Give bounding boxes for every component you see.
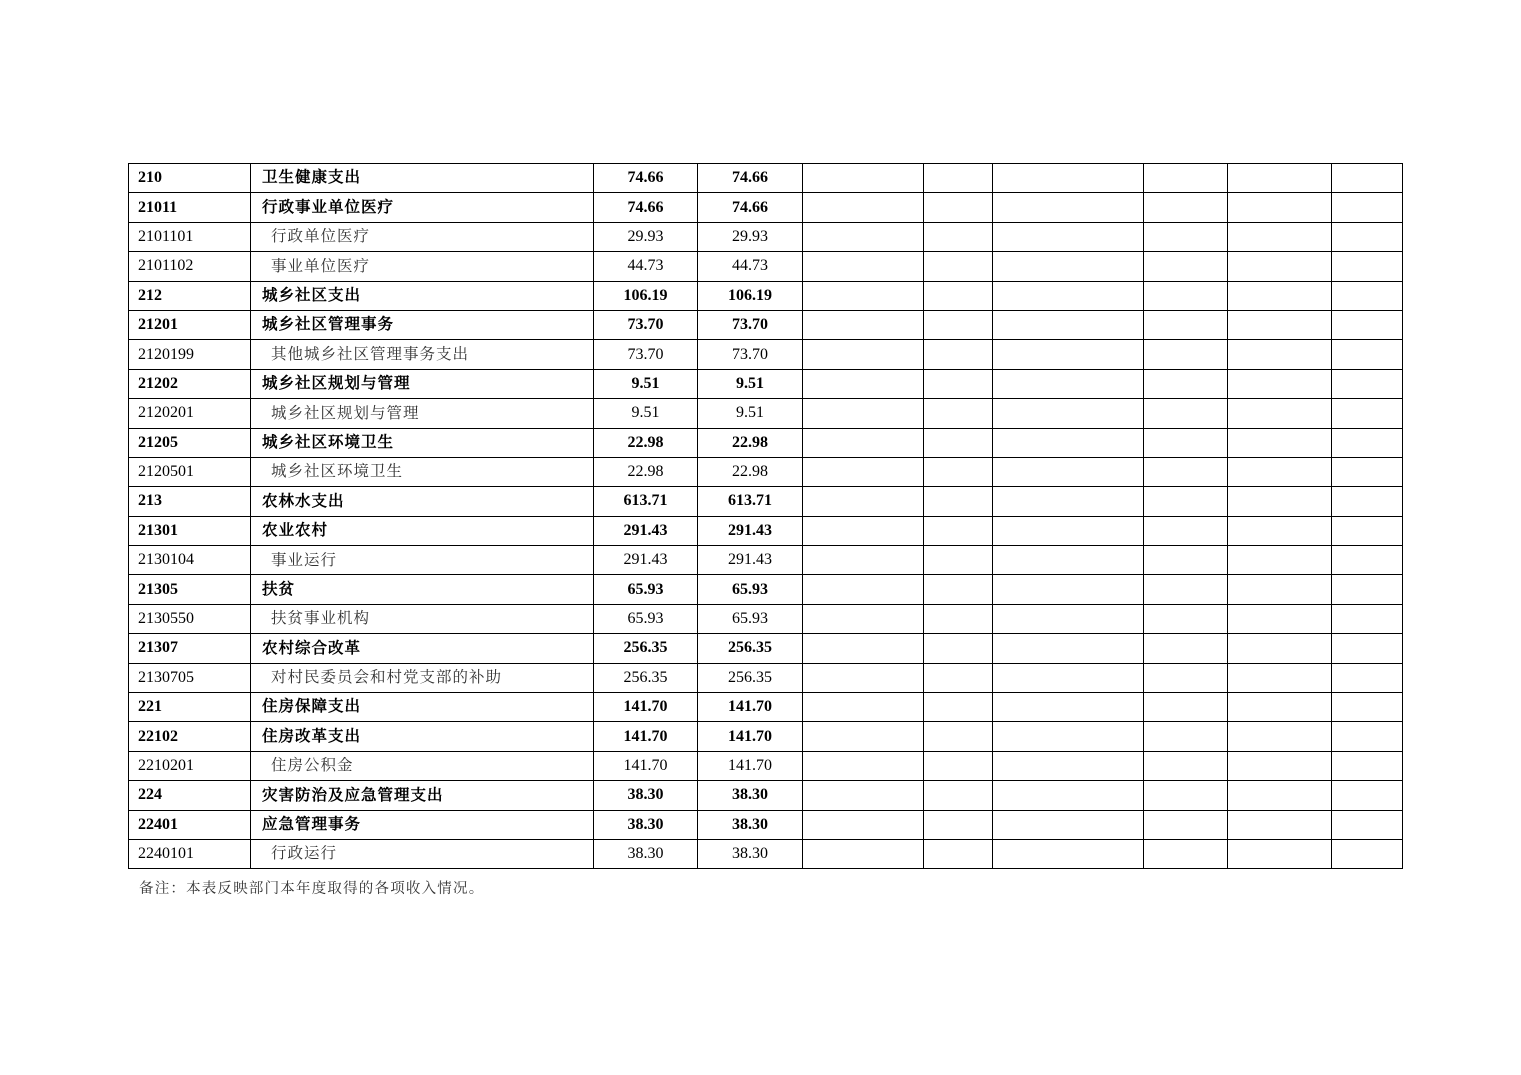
basic-amount-cell: 44.73 <box>698 252 803 281</box>
total-amount-cell: 73.70 <box>594 310 698 339</box>
empty-cell <box>993 604 1144 633</box>
empty-cell <box>924 546 993 575</box>
basic-amount-cell: 141.70 <box>698 693 803 722</box>
total-amount-cell: 141.70 <box>594 693 698 722</box>
empty-cell <box>993 634 1144 663</box>
subject-name-cell: 农业农村 <box>251 516 594 545</box>
table-row <box>129 839 1403 868</box>
empty-cell <box>803 546 924 575</box>
table-row <box>129 516 1403 545</box>
empty-cell <box>993 457 1144 486</box>
subject-code-cell: 22102 <box>129 722 251 751</box>
basic-amount-cell: 73.70 <box>698 310 803 339</box>
total-amount-cell: 106.19 <box>594 281 698 310</box>
subject-name-cell: 事业运行 <box>251 546 594 575</box>
empty-cell <box>993 281 1144 310</box>
subject-code-cell: 212 <box>129 281 251 310</box>
empty-cell <box>803 487 924 516</box>
empty-cell <box>1144 252 1228 281</box>
empty-cell <box>803 457 924 486</box>
basic-amount-cell: 38.30 <box>698 810 803 839</box>
empty-cell <box>993 839 1144 868</box>
empty-cell <box>1144 781 1228 810</box>
empty-cell <box>1332 252 1403 281</box>
total-amount-cell: 73.70 <box>594 340 698 369</box>
budget-table <box>128 163 1403 869</box>
table-row <box>129 310 1403 339</box>
empty-cell <box>803 810 924 839</box>
empty-cell <box>803 399 924 428</box>
subject-code-cell: 22401 <box>129 810 251 839</box>
subject-code-cell: 2120199 <box>129 340 251 369</box>
empty-cell <box>803 604 924 633</box>
empty-cell <box>1332 457 1403 486</box>
empty-cell <box>924 340 993 369</box>
table-row <box>129 164 1403 193</box>
empty-cell <box>1332 693 1403 722</box>
total-amount-cell: 38.30 <box>594 839 698 868</box>
empty-cell <box>1332 399 1403 428</box>
subject-name-cell: 扶贫 <box>251 575 594 604</box>
table-row <box>129 457 1403 486</box>
empty-cell <box>1144 164 1228 193</box>
table-row <box>129 369 1403 398</box>
subject-name-cell: 农村综合改革 <box>251 634 594 663</box>
empty-cell <box>1332 663 1403 692</box>
empty-cell <box>993 663 1144 692</box>
subject-name-cell: 住房保障支出 <box>251 693 594 722</box>
subject-name-cell: 行政运行 <box>251 839 594 868</box>
table-row <box>129 399 1403 428</box>
empty-cell <box>924 722 993 751</box>
table-row <box>129 281 1403 310</box>
empty-cell <box>1332 340 1403 369</box>
empty-cell <box>924 604 993 633</box>
empty-cell <box>803 252 924 281</box>
empty-cell <box>924 810 993 839</box>
empty-cell <box>1228 340 1332 369</box>
empty-cell <box>1144 722 1228 751</box>
basic-amount-cell: 106.19 <box>698 281 803 310</box>
table-row <box>129 222 1403 251</box>
table-row <box>129 634 1403 663</box>
table-row <box>129 428 1403 457</box>
empty-cell <box>1228 428 1332 457</box>
empty-cell <box>993 722 1144 751</box>
table-row <box>129 575 1403 604</box>
empty-cell <box>993 252 1144 281</box>
empty-cell <box>1332 281 1403 310</box>
empty-cell <box>993 575 1144 604</box>
basic-amount-cell: 256.35 <box>698 634 803 663</box>
empty-cell <box>924 575 993 604</box>
empty-cell <box>924 428 993 457</box>
empty-cell <box>993 693 1144 722</box>
empty-cell <box>1332 781 1403 810</box>
subject-code-cell: 21305 <box>129 575 251 604</box>
empty-cell <box>993 222 1144 251</box>
empty-cell <box>924 634 993 663</box>
empty-cell <box>924 310 993 339</box>
empty-cell <box>1228 399 1332 428</box>
empty-cell <box>803 193 924 222</box>
subject-code-cell: 21307 <box>129 634 251 663</box>
empty-cell <box>1228 164 1332 193</box>
subject-code-cell: 21205 <box>129 428 251 457</box>
empty-cell <box>803 575 924 604</box>
empty-cell <box>1144 281 1228 310</box>
subject-name-cell: 农林水支出 <box>251 487 594 516</box>
empty-cell <box>1144 222 1228 251</box>
basic-amount-cell: 38.30 <box>698 781 803 810</box>
basic-amount-cell: 256.35 <box>698 663 803 692</box>
subject-name-cell: 城乡社区规划与管理 <box>251 369 594 398</box>
empty-cell <box>993 164 1144 193</box>
empty-cell <box>1144 428 1228 457</box>
empty-cell <box>924 281 993 310</box>
total-amount-cell: 141.70 <box>594 722 698 751</box>
empty-cell <box>1144 546 1228 575</box>
empty-cell <box>803 428 924 457</box>
empty-cell <box>993 546 1144 575</box>
table-footnote: 备注：本表反映部门本年度取得的各项收入情况。 <box>139 881 485 897</box>
empty-cell <box>1228 252 1332 281</box>
basic-amount-cell: 9.51 <box>698 399 803 428</box>
empty-cell <box>1228 281 1332 310</box>
total-amount-cell: 38.30 <box>594 810 698 839</box>
empty-cell <box>1144 457 1228 486</box>
empty-cell <box>924 516 993 545</box>
table-row <box>129 693 1403 722</box>
total-amount-cell: 74.66 <box>594 164 698 193</box>
empty-cell <box>1144 399 1228 428</box>
empty-cell <box>1144 810 1228 839</box>
empty-cell <box>1144 693 1228 722</box>
empty-cell <box>993 193 1144 222</box>
table-row <box>129 781 1403 810</box>
empty-cell <box>1332 310 1403 339</box>
empty-cell <box>1332 516 1403 545</box>
empty-cell <box>1144 310 1228 339</box>
empty-cell <box>924 487 993 516</box>
subject-code-cell: 21202 <box>129 369 251 398</box>
basic-amount-cell: 74.66 <box>698 193 803 222</box>
empty-cell <box>993 340 1144 369</box>
subject-code-cell: 2120201 <box>129 399 251 428</box>
empty-cell <box>1144 604 1228 633</box>
table-row <box>129 810 1403 839</box>
empty-cell <box>803 839 924 868</box>
table-row <box>129 663 1403 692</box>
empty-cell <box>1332 222 1403 251</box>
empty-cell <box>993 310 1144 339</box>
basic-amount-cell: 73.70 <box>698 340 803 369</box>
subject-name-cell: 城乡社区规划与管理 <box>251 399 594 428</box>
empty-cell <box>1332 487 1403 516</box>
empty-cell <box>1228 546 1332 575</box>
empty-cell <box>993 428 1144 457</box>
empty-cell <box>1228 693 1332 722</box>
empty-cell <box>1144 516 1228 545</box>
subject-name-cell: 事业单位医疗 <box>251 252 594 281</box>
empty-cell <box>1228 722 1332 751</box>
empty-cell <box>1332 193 1403 222</box>
empty-cell <box>1228 369 1332 398</box>
subject-code-cell: 2101102 <box>129 252 251 281</box>
table-row <box>129 252 1403 281</box>
subject-code-cell: 213 <box>129 487 251 516</box>
total-amount-cell: 65.93 <box>594 604 698 633</box>
empty-cell <box>803 369 924 398</box>
empty-cell <box>993 810 1144 839</box>
total-amount-cell: 44.73 <box>594 252 698 281</box>
subject-name-cell: 对村民委员会和村党支部的补助 <box>251 663 594 692</box>
empty-cell <box>924 663 993 692</box>
total-amount-cell: 65.93 <box>594 575 698 604</box>
empty-cell <box>803 281 924 310</box>
empty-cell <box>803 722 924 751</box>
table-row <box>129 546 1403 575</box>
basic-amount-cell: 74.66 <box>698 164 803 193</box>
basic-amount-cell: 291.43 <box>698 546 803 575</box>
empty-cell <box>1144 340 1228 369</box>
empty-cell <box>1332 428 1403 457</box>
total-amount-cell: 256.35 <box>594 663 698 692</box>
table-body <box>129 164 1403 869</box>
subject-name-cell: 城乡社区支出 <box>251 281 594 310</box>
table-row <box>129 487 1403 516</box>
empty-cell <box>924 781 993 810</box>
empty-cell <box>1332 634 1403 663</box>
basic-amount-cell: 291.43 <box>698 516 803 545</box>
empty-cell <box>993 781 1144 810</box>
empty-cell <box>803 781 924 810</box>
total-amount-cell: 256.35 <box>594 634 698 663</box>
total-amount-cell: 74.66 <box>594 193 698 222</box>
empty-cell <box>803 340 924 369</box>
subject-code-cell: 2240101 <box>129 839 251 868</box>
empty-cell <box>1332 604 1403 633</box>
empty-cell <box>1332 722 1403 751</box>
basic-amount-cell: 38.30 <box>698 839 803 868</box>
empty-cell <box>1228 193 1332 222</box>
subject-code-cell: 2130705 <box>129 663 251 692</box>
subject-name-cell: 应急管理事务 <box>251 810 594 839</box>
empty-cell <box>993 487 1144 516</box>
basic-amount-cell: 29.93 <box>698 222 803 251</box>
empty-cell <box>924 164 993 193</box>
empty-cell <box>1228 575 1332 604</box>
empty-cell <box>803 164 924 193</box>
empty-cell <box>993 751 1144 780</box>
empty-cell <box>1228 751 1332 780</box>
subject-code-cell: 2120501 <box>129 457 251 486</box>
empty-cell <box>924 457 993 486</box>
empty-cell <box>993 399 1144 428</box>
total-amount-cell: 22.98 <box>594 457 698 486</box>
total-amount-cell: 9.51 <box>594 399 698 428</box>
empty-cell <box>803 663 924 692</box>
subject-code-cell: 2130550 <box>129 604 251 633</box>
table-row <box>129 340 1403 369</box>
empty-cell <box>1144 751 1228 780</box>
subject-name-cell: 行政单位医疗 <box>251 222 594 251</box>
empty-cell <box>803 516 924 545</box>
empty-cell <box>803 310 924 339</box>
empty-cell <box>1228 781 1332 810</box>
empty-cell <box>1332 810 1403 839</box>
empty-cell <box>1144 575 1228 604</box>
total-amount-cell: 613.71 <box>594 487 698 516</box>
basic-amount-cell: 613.71 <box>698 487 803 516</box>
total-amount-cell: 38.30 <box>594 781 698 810</box>
empty-cell <box>1332 575 1403 604</box>
empty-cell <box>1228 457 1332 486</box>
table-row <box>129 193 1403 222</box>
subject-code-cell: 2130104 <box>129 546 251 575</box>
subject-code-cell: 2101101 <box>129 222 251 251</box>
subject-code-cell: 21301 <box>129 516 251 545</box>
empty-cell <box>1228 222 1332 251</box>
empty-cell <box>1228 604 1332 633</box>
total-amount-cell: 291.43 <box>594 516 698 545</box>
total-amount-cell: 29.93 <box>594 222 698 251</box>
empty-cell <box>1332 839 1403 868</box>
subject-name-cell: 住房公积金 <box>251 751 594 780</box>
basic-amount-cell: 141.70 <box>698 722 803 751</box>
subject-code-cell: 221 <box>129 693 251 722</box>
subject-name-cell: 灾害防治及应急管理支出 <box>251 781 594 810</box>
empty-cell <box>1332 369 1403 398</box>
empty-cell <box>924 693 993 722</box>
table-row <box>129 604 1403 633</box>
empty-cell <box>1228 634 1332 663</box>
empty-cell <box>993 369 1144 398</box>
table-row <box>129 722 1403 751</box>
empty-cell <box>1144 839 1228 868</box>
empty-cell <box>803 751 924 780</box>
empty-cell <box>1144 663 1228 692</box>
total-amount-cell: 22.98 <box>594 428 698 457</box>
subject-name-cell: 行政事业单位医疗 <box>251 193 594 222</box>
empty-cell <box>924 252 993 281</box>
empty-cell <box>924 193 993 222</box>
total-amount-cell: 9.51 <box>594 369 698 398</box>
table-row <box>129 751 1403 780</box>
subject-code-cell: 21011 <box>129 193 251 222</box>
empty-cell <box>1144 369 1228 398</box>
subject-name-cell: 城乡社区管理事务 <box>251 310 594 339</box>
empty-cell <box>924 839 993 868</box>
empty-cell <box>993 516 1144 545</box>
empty-cell <box>924 222 993 251</box>
subject-code-cell: 2210201 <box>129 751 251 780</box>
empty-cell <box>924 399 993 428</box>
empty-cell <box>1228 516 1332 545</box>
basic-amount-cell: 9.51 <box>698 369 803 398</box>
empty-cell <box>803 693 924 722</box>
empty-cell <box>1332 164 1403 193</box>
subject-name-cell: 扶贫事业机构 <box>251 604 594 633</box>
subject-name-cell: 城乡社区环境卫生 <box>251 428 594 457</box>
total-amount-cell: 291.43 <box>594 546 698 575</box>
basic-amount-cell: 65.93 <box>698 604 803 633</box>
empty-cell <box>1144 634 1228 663</box>
empty-cell <box>1228 839 1332 868</box>
subject-name-cell: 卫生健康支出 <box>251 164 594 193</box>
basic-amount-cell: 65.93 <box>698 575 803 604</box>
subject-name-cell: 城乡社区环境卫生 <box>251 457 594 486</box>
empty-cell <box>1228 663 1332 692</box>
empty-cell <box>924 369 993 398</box>
empty-cell <box>1332 751 1403 780</box>
empty-cell <box>803 634 924 663</box>
empty-cell <box>1228 487 1332 516</box>
empty-cell <box>1144 193 1228 222</box>
subject-name-cell: 住房改革支出 <box>251 722 594 751</box>
total-amount-cell: 141.70 <box>594 751 698 780</box>
empty-cell <box>1228 310 1332 339</box>
subject-code-cell: 224 <box>129 781 251 810</box>
basic-amount-cell: 141.70 <box>698 751 803 780</box>
subject-code-cell: 210 <box>129 164 251 193</box>
empty-cell <box>924 751 993 780</box>
empty-cell <box>1228 810 1332 839</box>
empty-cell <box>803 222 924 251</box>
basic-amount-cell: 22.98 <box>698 428 803 457</box>
basic-amount-cell: 22.98 <box>698 457 803 486</box>
subject-name-cell: 其他城乡社区管理事务支出 <box>251 340 594 369</box>
empty-cell <box>1332 546 1403 575</box>
empty-cell <box>1144 487 1228 516</box>
subject-code-cell: 21201 <box>129 310 251 339</box>
